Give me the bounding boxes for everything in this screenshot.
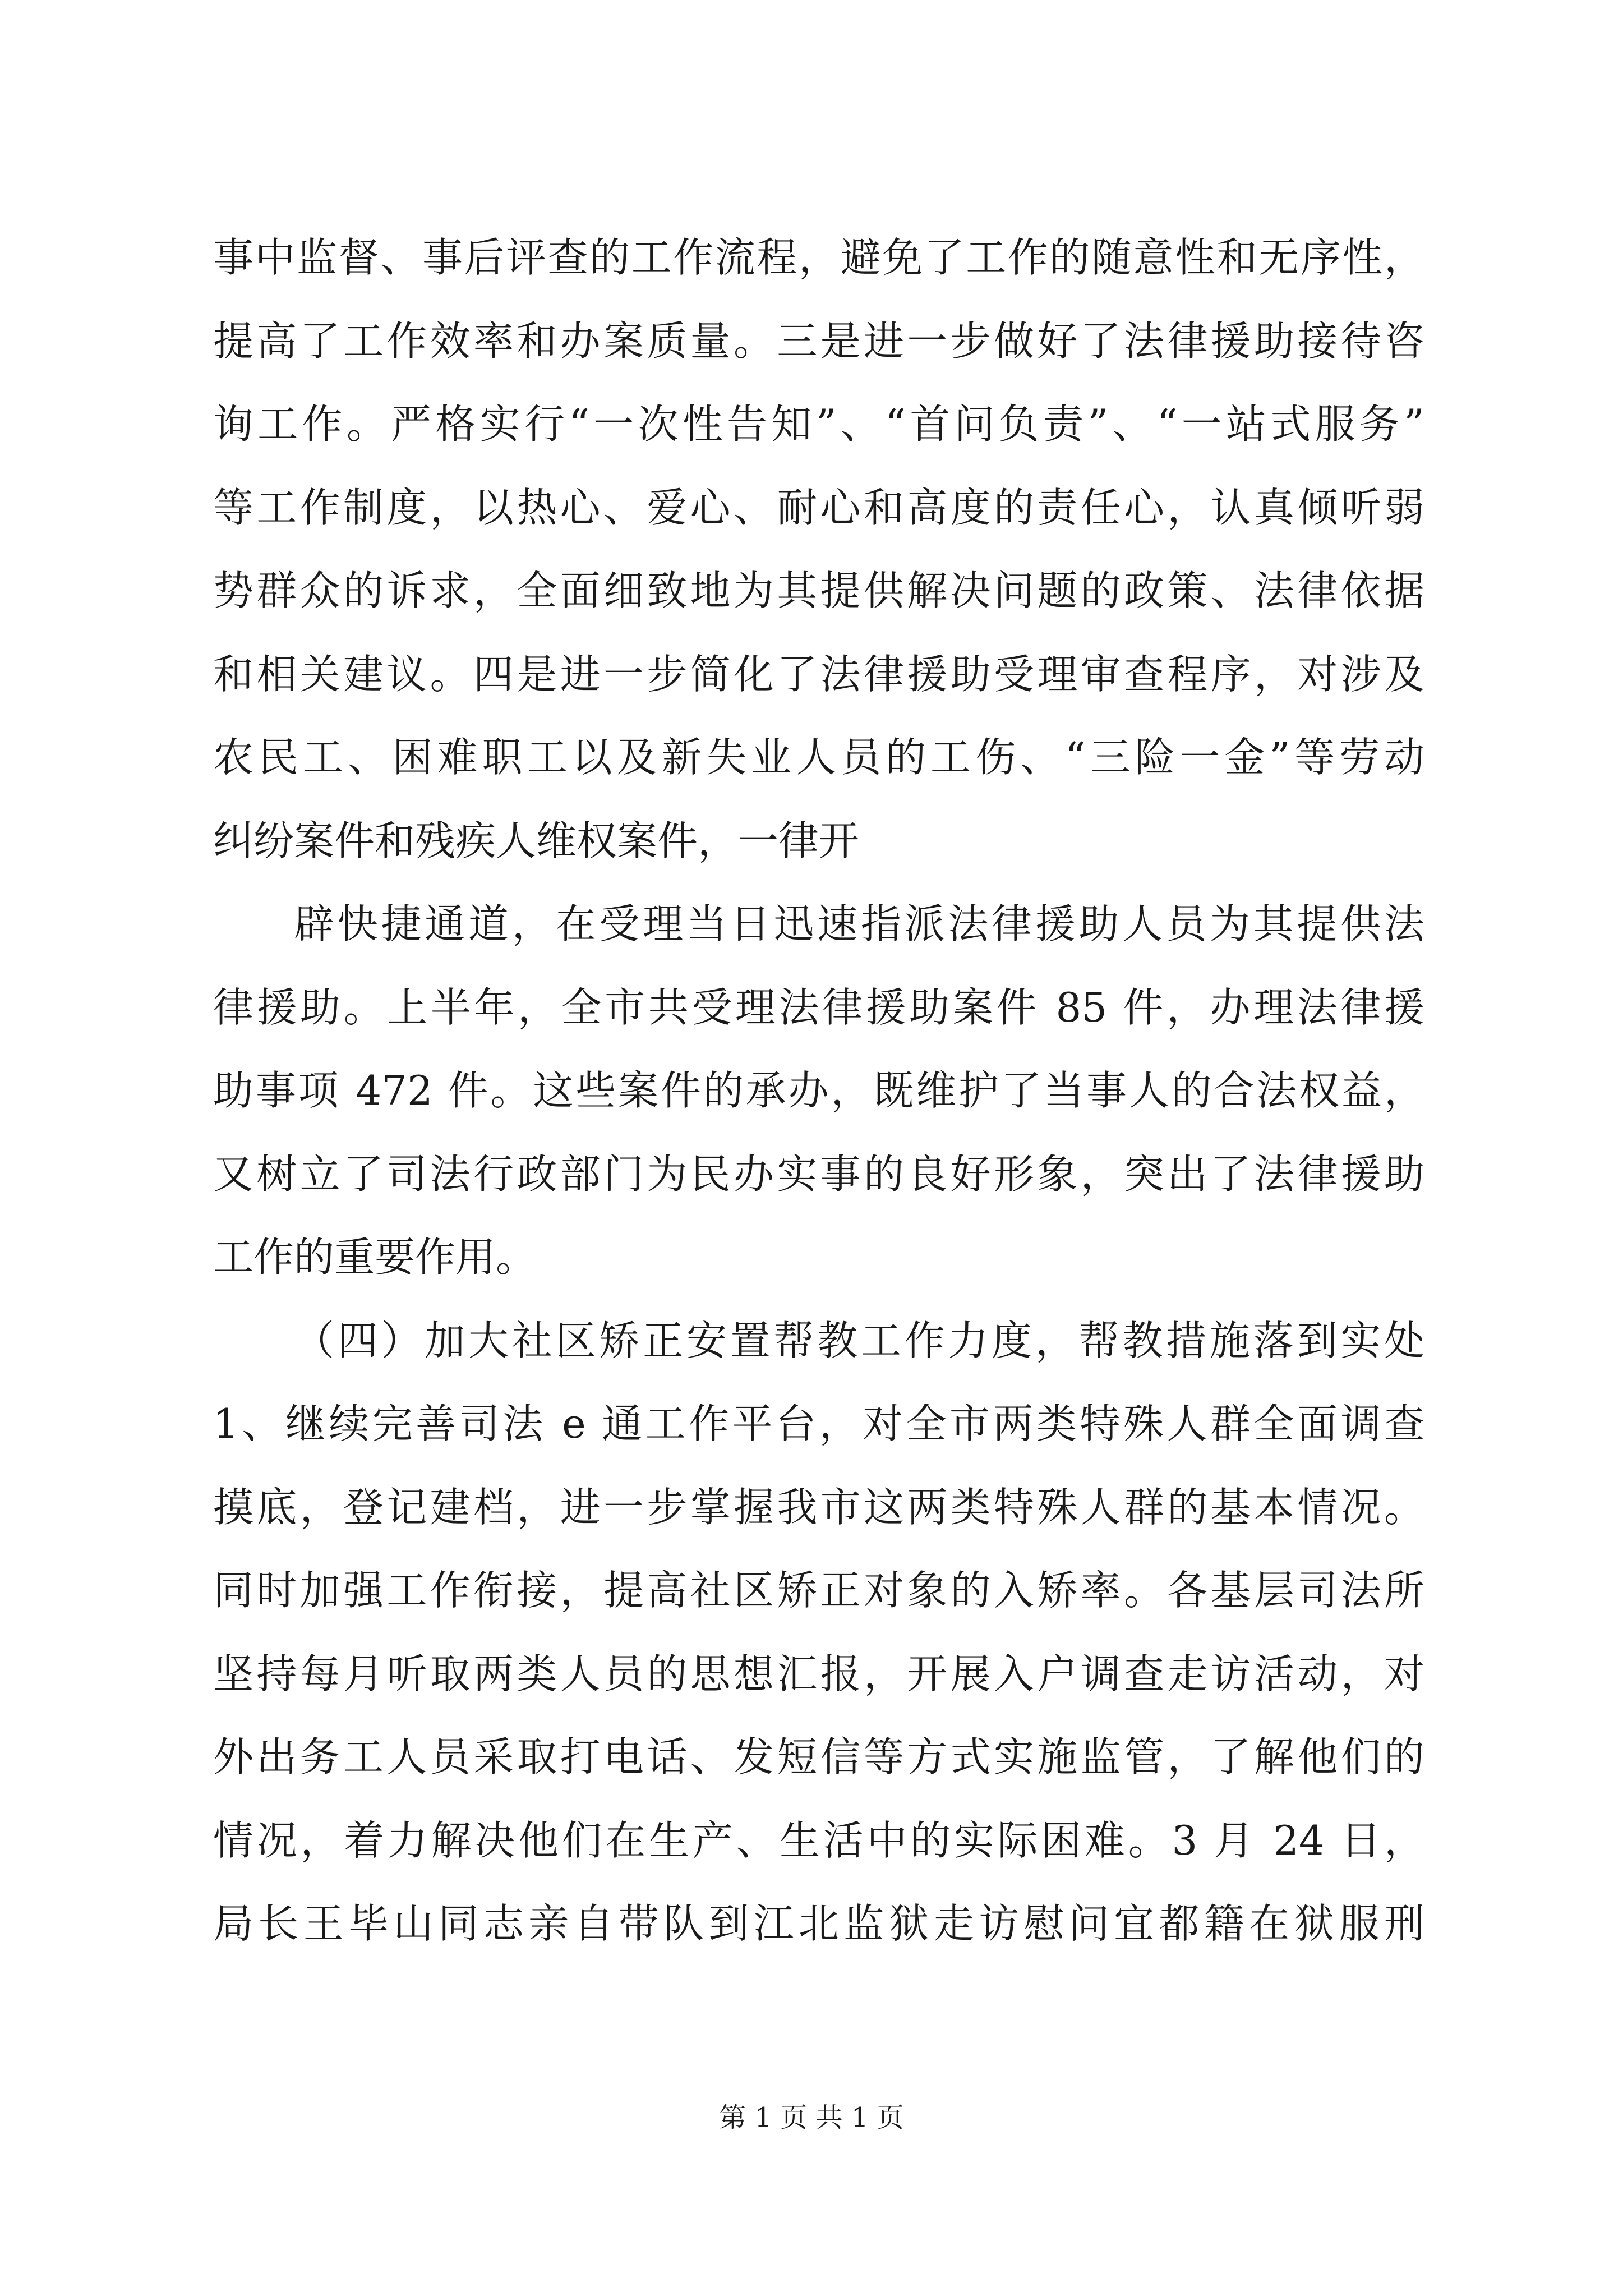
body-line: 工作的重要作用。 [213,1234,537,1281]
body-line: 1、继续完善司法 e 通工作平台，对全市两类特殊人群全面调查 [213,1400,1424,1447]
body-line: 同时加强工作衔接，提高社区矫正对象的入矫率。各基层司法所 [213,1567,1424,1614]
body-line: 纠纷案件和残疾人维权案件，一律开 [213,817,860,864]
body-line: 农民工、困难职工以及新失业人员的工伤、“三险一金”等劳动 [213,734,1424,781]
body-line: 局长王毕山同志亲自带队到江北监狱走访慰问宜都籍在狱服刑 [213,1900,1424,1947]
body-line: 外出务工人员采取打电话、发短信等方式实施监管，了解他们的 [213,1733,1424,1780]
body-line: 律援助。上半年，全市共受理法律援助案件 85 件，办理法律援 [213,983,1424,1031]
body-line: 势群众的诉求，全面细致地为其提供解决问题的政策、法律依据 [213,567,1424,614]
body-line: 提高了工作效率和办案质量。三是进一步做好了法律援助接待咨 [213,317,1424,365]
body-line: 询工作。严格实行“一次性告知”、“首问负责”、“一站式服务” [213,401,1424,448]
body-line: 摸底，登记建档，进一步掌握我市这两类特殊人群的基本情况。 [213,1483,1424,1531]
page-number-footer: 第 1 页 共 1 页 [719,2102,904,2133]
body-line: 情况，着力解决他们在生产、生活中的实际困难。3 月 24 日， [213,1816,1424,1864]
body-line: 辟快捷通道，在受理当日迅速指派法律援助人员为其提供法 [294,900,1424,947]
section-heading: （四）加大社区矫正安置帮教工作力度，帮教措施落到实处 [294,1317,1424,1364]
document-body [213,216,1424,1966]
body-line: 坚持每月听取两类人员的思想汇报，开展入户调查走访活动，对 [213,1650,1424,1697]
body-line: 和相关建议。四是进一步简化了法律援助受理审查程序，对涉及 [213,650,1424,698]
body-line: 又树立了司法行政部门为民办实事的良好形象，突出了法律援助 [213,1150,1424,1198]
body-line: 助事项 472 件。这些案件的承办，既维护了当事人的合法权益， [213,1067,1424,1114]
body-line: 事中监督、事后评查的工作流程，避免了工作的随意性和无序性， [213,234,1424,281]
body-line: 等工作制度，以热心、爱心、耐心和高度的责任心，认真倾听弱 [213,484,1424,531]
